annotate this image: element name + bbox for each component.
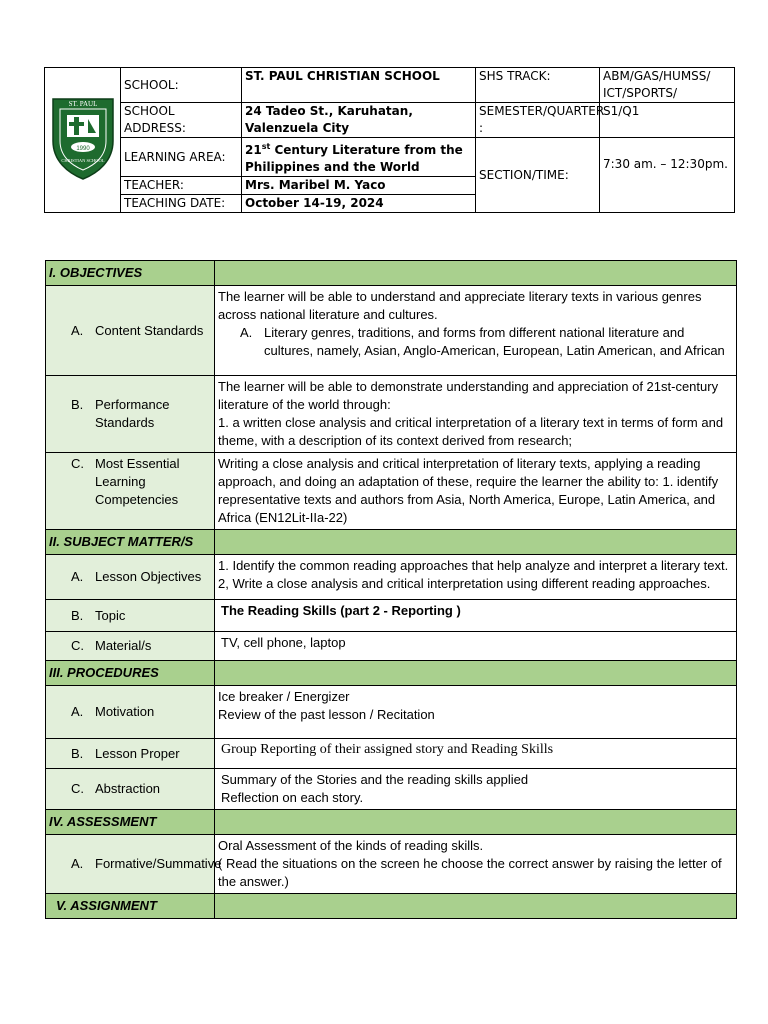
competencies-text: Writing a close analysis and critical interpretation of literary texts, applying a reading approach, and doing an adaptation of these, require the learner the ability to: 1. identify representative texts and authors from Asia, North America, Europe, Latin America, and Africa (EN12Lit-IIa-22)	[215, 453, 737, 530]
section-row-objectives	[46, 261, 737, 286]
label-text: Material/s	[95, 638, 152, 653]
text-line: 1. Identify the common reading approaches that help analyze and interpret a literary text.	[218, 558, 729, 573]
label-text: Topic	[95, 607, 126, 623]
track-label: SHS TRACK:	[476, 68, 600, 103]
abstraction-text	[215, 769, 737, 810]
address-value: 24 Tadeo St., Karuhatan, Valenzuela City	[242, 103, 476, 138]
letter: B.	[71, 397, 84, 412]
row-materials	[46, 632, 737, 661]
motivation-text	[215, 686, 737, 739]
label-performance-standards	[46, 376, 215, 453]
text-line: Review of the past lesson / Recitation	[218, 707, 435, 722]
section-row-assessment	[46, 810, 737, 835]
area-value-number: 21	[245, 143, 262, 157]
section-title-assignment: V. ASSIGNMENT	[46, 894, 215, 919]
text-line: Reflection on each story.	[221, 790, 364, 805]
teacher-value: Mrs. Maribel M. Yaco	[242, 177, 476, 195]
label-motivation	[46, 686, 215, 739]
label-text: Lesson Proper	[95, 745, 180, 761]
label-topic	[46, 600, 215, 632]
performance-standards-text	[215, 376, 737, 453]
text-line: Summary of the Stories and the reading skills applied	[221, 772, 529, 787]
row-lesson-objectives	[46, 555, 737, 600]
sub-letter: A.	[240, 325, 253, 340]
label-text: Motivation	[95, 704, 155, 719]
school-logo-cell	[45, 68, 121, 213]
letter: B.	[71, 745, 84, 761]
semester-value: S1/Q1	[600, 103, 735, 138]
logo-ring-top: ST. PAUL	[68, 99, 97, 108]
school-value: ST. PAUL CHRISTIAN SCHOOL	[242, 68, 476, 103]
text-line: 1. a written close analysis and critical interpretation of a literary text in terms of form and theme, with a description of its context derived from research;	[218, 415, 724, 448]
area-value-text: Century Literature from the Philippines and the World	[245, 143, 463, 174]
text-line: The learner will be able to demonstrate understanding and appreciation of 21st-century literature of the world through:	[218, 379, 719, 412]
school-seal-icon	[50, 95, 116, 181]
label-abstraction	[46, 769, 215, 810]
section-title-subject: II. SUBJECT MATTER/S	[46, 530, 215, 555]
row-content-standards	[46, 286, 737, 376]
label-competencies	[46, 453, 215, 530]
letter: A.	[71, 322, 84, 338]
row-performance-standards	[46, 376, 737, 453]
logo-ring-bottom: CHRISTIAN SCHOOL	[60, 157, 105, 163]
section-row-subject	[46, 530, 737, 555]
text-line: Ice breaker / Energizer	[218, 689, 350, 704]
letter: A.	[71, 569, 84, 584]
text-line: ( Read the situations on the screen he choose the correct answer by raising the letter of the answer.)	[218, 856, 722, 889]
topic-text: The Reading Skills (part 2 - Reporting )	[215, 600, 737, 632]
label-formative	[46, 835, 222, 894]
section-row-assignment	[46, 894, 737, 919]
section-title-procedures: III. PROCEDURES	[46, 661, 215, 686]
text-line: 2, Write a close analysis and critical interpretation using different reading approaches.	[218, 576, 711, 591]
section-value: 7:30 am. – 12:30pm.	[600, 138, 735, 213]
section-title-assessment: IV. ASSESSMENT	[46, 810, 215, 835]
semester-label: SEMESTER/QUARTER :	[476, 103, 600, 138]
label-text: Most Essential Learning Competencies	[95, 456, 180, 507]
row-motivation	[46, 686, 737, 739]
text-line: The learner will be able to understand and appreciate literary texts in various genres across national literature and cultures.	[218, 289, 702, 322]
row-abstraction	[46, 769, 737, 810]
header-table	[44, 67, 735, 213]
section-title-objectives: I. OBJECTIVES	[46, 261, 215, 286]
date-label: TEACHING DATE:	[121, 195, 242, 213]
row-topic	[46, 600, 737, 632]
area-label: LEARNING AREA:	[121, 138, 242, 177]
area-value	[242, 138, 476, 177]
label-materials	[46, 632, 215, 661]
sub-text: Literary genres, traditions, and forms from different national literature and cultures, namely, Asian, Anglo-American, European, Latin American, and African	[264, 325, 725, 358]
section-label: SECTION/TIME:	[476, 138, 600, 213]
teacher-label: TEACHER:	[121, 177, 242, 195]
school-label: SCHOOL:	[121, 68, 242, 103]
label-content-standards	[46, 286, 215, 376]
label-text: Content Standards	[95, 322, 204, 338]
lesson-plan-table	[45, 260, 737, 919]
track-value: ABM/GAS/HUMSS/ ICT/SPORTS/	[600, 68, 735, 103]
label-text: Performance Standards	[95, 397, 170, 430]
letter: C.	[71, 781, 84, 796]
area-value-sup: st	[261, 142, 271, 151]
section-row-procedures	[46, 661, 737, 686]
letter: C.	[71, 638, 84, 653]
row-formative	[46, 835, 737, 894]
label-lesson-objectives	[46, 555, 215, 600]
label-text: Formative/Summative	[95, 856, 222, 871]
row-lesson-proper	[46, 739, 737, 769]
letter: A.	[71, 856, 84, 871]
letter: C.	[71, 456, 84, 471]
label-lesson-proper	[46, 739, 215, 769]
letter: B.	[71, 607, 84, 623]
materials-text: TV, cell phone, laptop	[215, 632, 737, 661]
label-text: Abstraction	[95, 781, 161, 796]
row-competencies	[46, 453, 737, 530]
date-value: October 14-19, 2024	[242, 195, 476, 213]
logo-founded: 1990	[75, 145, 90, 152]
text-line: Oral Assessment of the kinds of reading skills.	[218, 838, 484, 853]
content-standards-text	[215, 286, 737, 376]
letter: A.	[71, 704, 84, 719]
address-label: SCHOOL ADDRESS:	[121, 103, 242, 138]
lesson-proper-text: Group Reporting of their assigned story and Reading Skills	[215, 739, 737, 769]
lesson-objectives-text	[215, 555, 737, 600]
label-text: Lesson Objectives	[95, 569, 202, 584]
formative-text	[215, 835, 737, 894]
